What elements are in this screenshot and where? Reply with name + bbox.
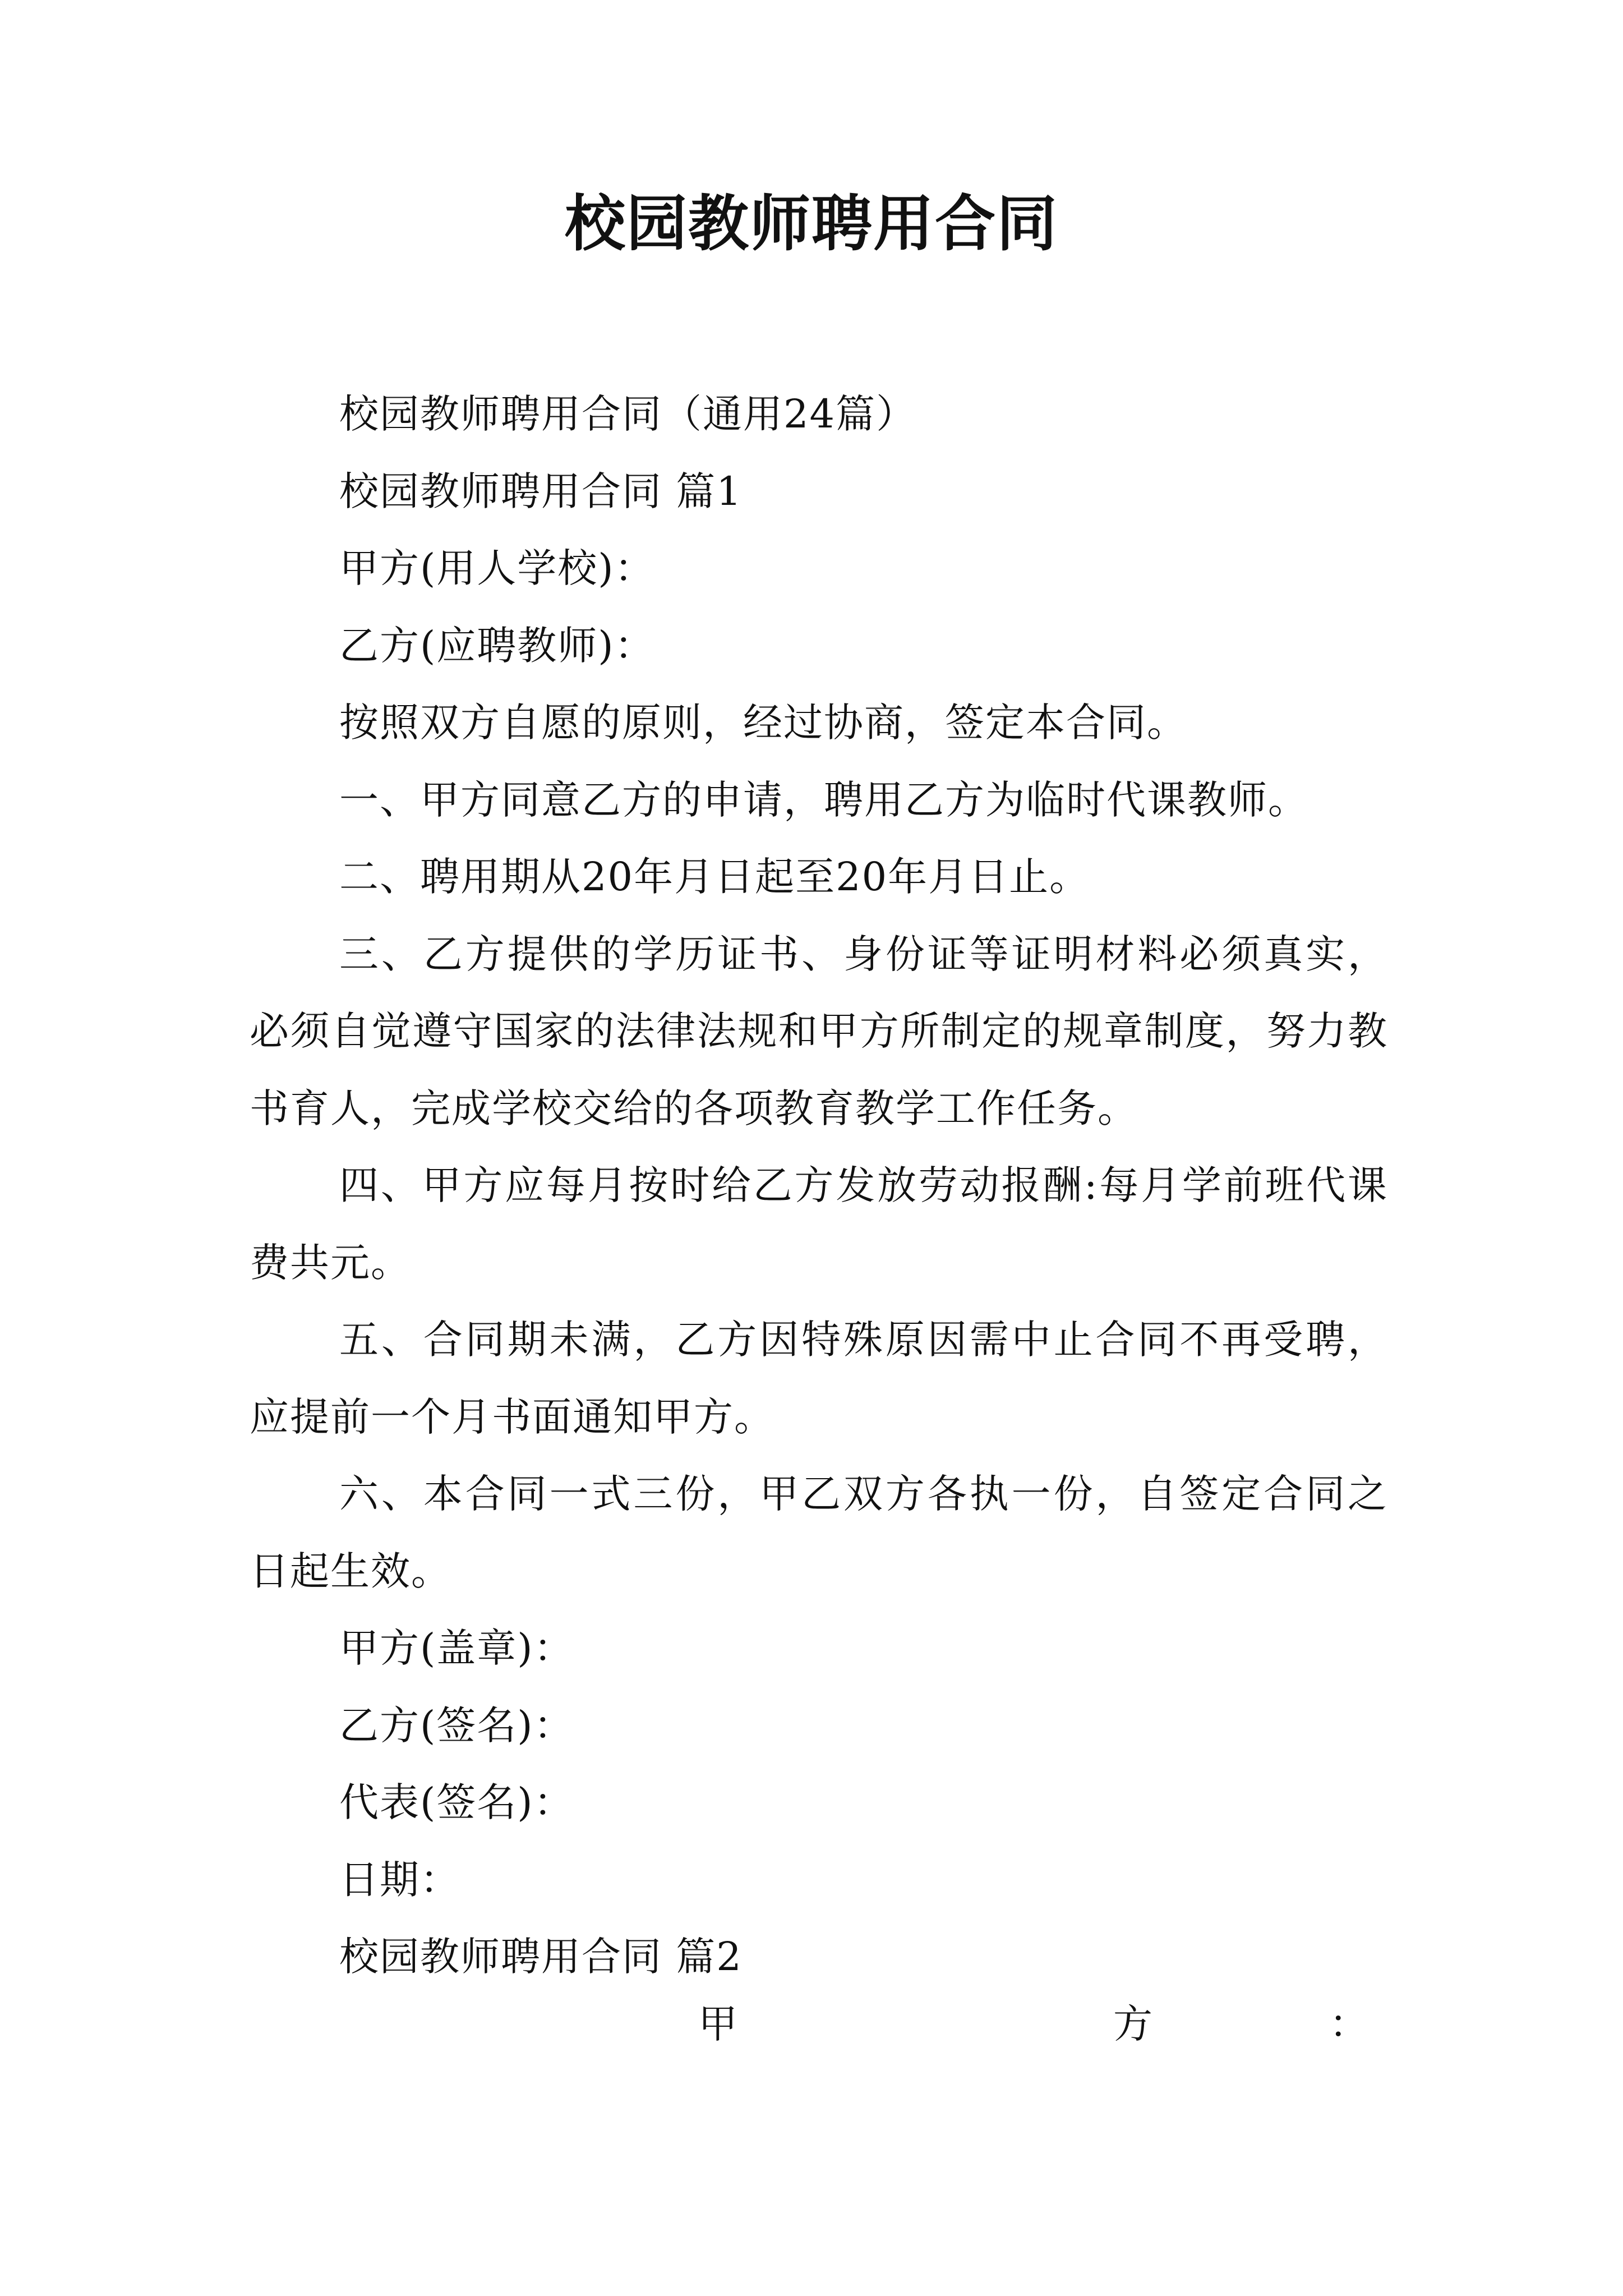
date-line: 日期： [339, 1856, 460, 1903]
party-b-signature-line: 乙方(签名)： [339, 1702, 574, 1749]
clause-6: 六、本合同一式三份，甲乙双方各执一份，自签定合同之日起生效。 [250, 1471, 1388, 1594]
section-heading-1: 校园教师聘用合同 篇1 [339, 468, 743, 514]
document-body [250, 376, 1388, 1996]
clause-5: 五、合同期未满，乙方因特殊原因需中止合同不再受聘，应提前一个月书面通知甲方。 [250, 1317, 1388, 1440]
last-line-part-3: ： [1329, 2001, 1368, 2047]
document-title: 校园教师聘用合同 [564, 189, 1058, 259]
representative-signature-line: 代表(签名)： [339, 1779, 574, 1825]
clause-2: 二、聘用期从20年月日起至20年月日止。 [339, 854, 1090, 900]
last-line-part-2: 方 [1113, 2001, 1152, 2047]
clause-3: 三、乙方提供的学历证书、身份证等证明材料必须真实，必须自觉遵守国家的法律法规和甲方所制定的规章制度，努力教书育人，完成学校交给的各项教育教学工作任务。 [250, 931, 1388, 1131]
party-a-line: 甲方(用人学校)： [339, 545, 655, 591]
last-line-part-1: 甲 [698, 2001, 737, 2047]
party-b-line: 乙方(应聘教师)： [339, 622, 655, 669]
clause-4: 四、甲方应每月按时给乙方发放劳动报酬:每月学前班代课费共元。 [250, 1162, 1388, 1286]
section-heading-2: 校园教师聘用合同 篇2 [339, 1934, 743, 1980]
preamble-paragraph: 按照双方自愿的原则，经过协商，签定本合同。 [339, 700, 1187, 746]
contract-subtitle: 校园教师聘用合同（通用24篇） [339, 391, 917, 437]
party-a-seal-line: 甲方(盖章)： [339, 1625, 574, 1671]
clause-1: 一、甲方同意乙方的申请，聘用乙方为临时代课教师。 [339, 776, 1308, 823]
